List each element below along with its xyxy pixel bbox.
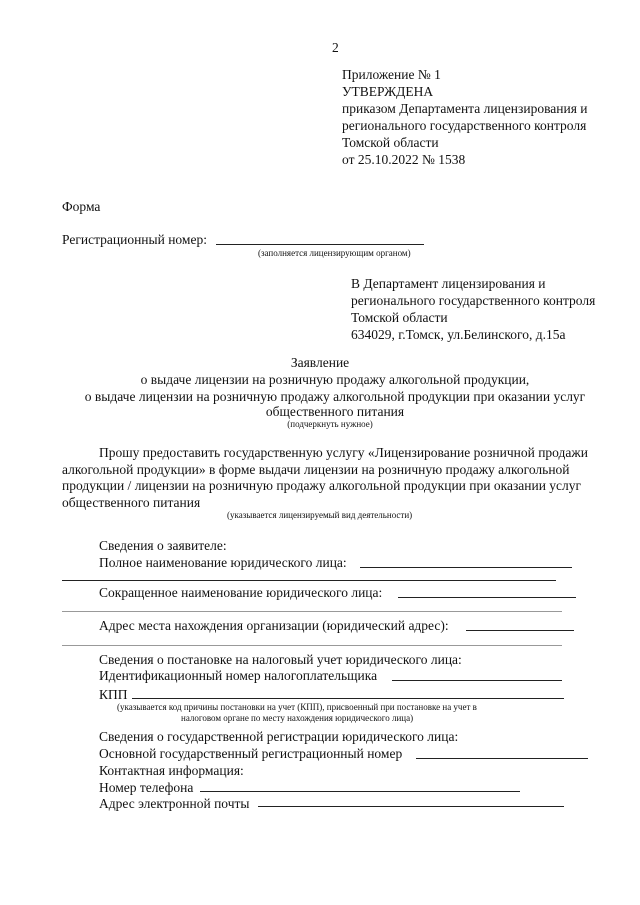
request-line1: Прошу предоставить государственную услугу «Лицензирование розничной продажи	[99, 445, 588, 460]
registration-number-field[interactable]	[216, 244, 424, 245]
short-name-field[interactable]	[398, 597, 576, 598]
approval-approved: УТВЕРЖДЕНА	[342, 84, 434, 99]
kpp-field[interactable]	[132, 698, 564, 699]
ogrn-field[interactable]	[416, 758, 588, 759]
title-note: (подчеркнуть нужное)	[287, 419, 373, 429]
approval-appendix: Приложение № 1	[342, 67, 441, 82]
title-option-catering-cont: общественного питания	[265, 404, 405, 419]
full-name-field-cont[interactable]	[62, 580, 556, 581]
document-title: Заявление	[290, 355, 350, 370]
inn-field[interactable]	[392, 680, 562, 681]
addressee-address: 634029, г.Томск, ул.Белинского, д.15а	[351, 327, 566, 342]
addressee-line1: В Департамент лицензирования и	[351, 276, 546, 291]
addressee-line3: Томской области	[351, 310, 448, 325]
inn-label: Идентификационный номер налогоплательщика	[99, 668, 378, 683]
full-name-label: Полное наименование юридического лица:	[99, 555, 347, 570]
kpp-label: КПП	[99, 687, 128, 702]
address-field[interactable]	[466, 630, 574, 631]
title-option-catering: о выдаче лицензии на розничную продажу алкогольной продукции при оказании услуг	[84, 389, 586, 404]
request-line4: общественного питания	[62, 495, 201, 510]
kpp-note-line1: (указывается код причины постановки на учет (КПП), присвоенный при постановке на учет в	[117, 702, 477, 712]
request-line3: продукции / лицензии на розничную продажу алкогольной продукции при оказании услуг	[62, 478, 582, 493]
approval-order: приказом Департамента лицензирования и	[342, 101, 588, 116]
addressee-line2: регионального государственного контроля	[351, 293, 596, 308]
approval-region: Томской области	[342, 135, 439, 150]
approval-department: регионального государственного контроля	[342, 118, 587, 133]
form-label: Форма	[62, 199, 101, 214]
request-note: (указывается лицензируемый вид деятельности)	[227, 510, 413, 520]
ogrn-label: Основной государственный регистрационный номер	[99, 746, 403, 761]
kpp-note-line2: налоговом органе по месту нахождения юридического лица)	[181, 713, 414, 723]
registration-label: Регистрационный номер:	[62, 232, 207, 247]
address-field-cont[interactable]	[62, 645, 562, 646]
registration-note: (заполняется лицензирующим органом)	[258, 248, 411, 258]
tax-info-heading: Сведения о постановке на налоговый учет юридического лица:	[99, 652, 462, 667]
short-name-field-cont[interactable]	[62, 611, 562, 612]
email-label: Адрес электронной почты	[99, 796, 250, 811]
phone-field[interactable]	[200, 791, 520, 792]
short-name-label: Сокращенное наименование юридического лица:	[99, 585, 383, 600]
phone-label: Номер телефона	[99, 780, 194, 795]
page-number: 2	[332, 40, 339, 55]
request-line2: алкогольной продукции» в форме выдачи лицензии на розничную продажу алкогольной	[62, 462, 570, 477]
contacts-heading: Контактная информация:	[99, 763, 244, 778]
full-name-field[interactable]	[360, 567, 572, 568]
state-reg-heading: Сведения о государственной регистрации юридического лица:	[99, 729, 459, 744]
email-field[interactable]	[258, 806, 564, 807]
applicant-info-heading: Сведения о заявителе:	[99, 538, 227, 553]
approval-date: от 25.10.2022 № 1538	[342, 152, 466, 167]
title-option-retail: о выдаче лицензии на розничную продажу алкогольной продукции,	[140, 372, 530, 387]
address-label: Адрес места нахождения организации (юридический адрес):	[99, 618, 449, 633]
